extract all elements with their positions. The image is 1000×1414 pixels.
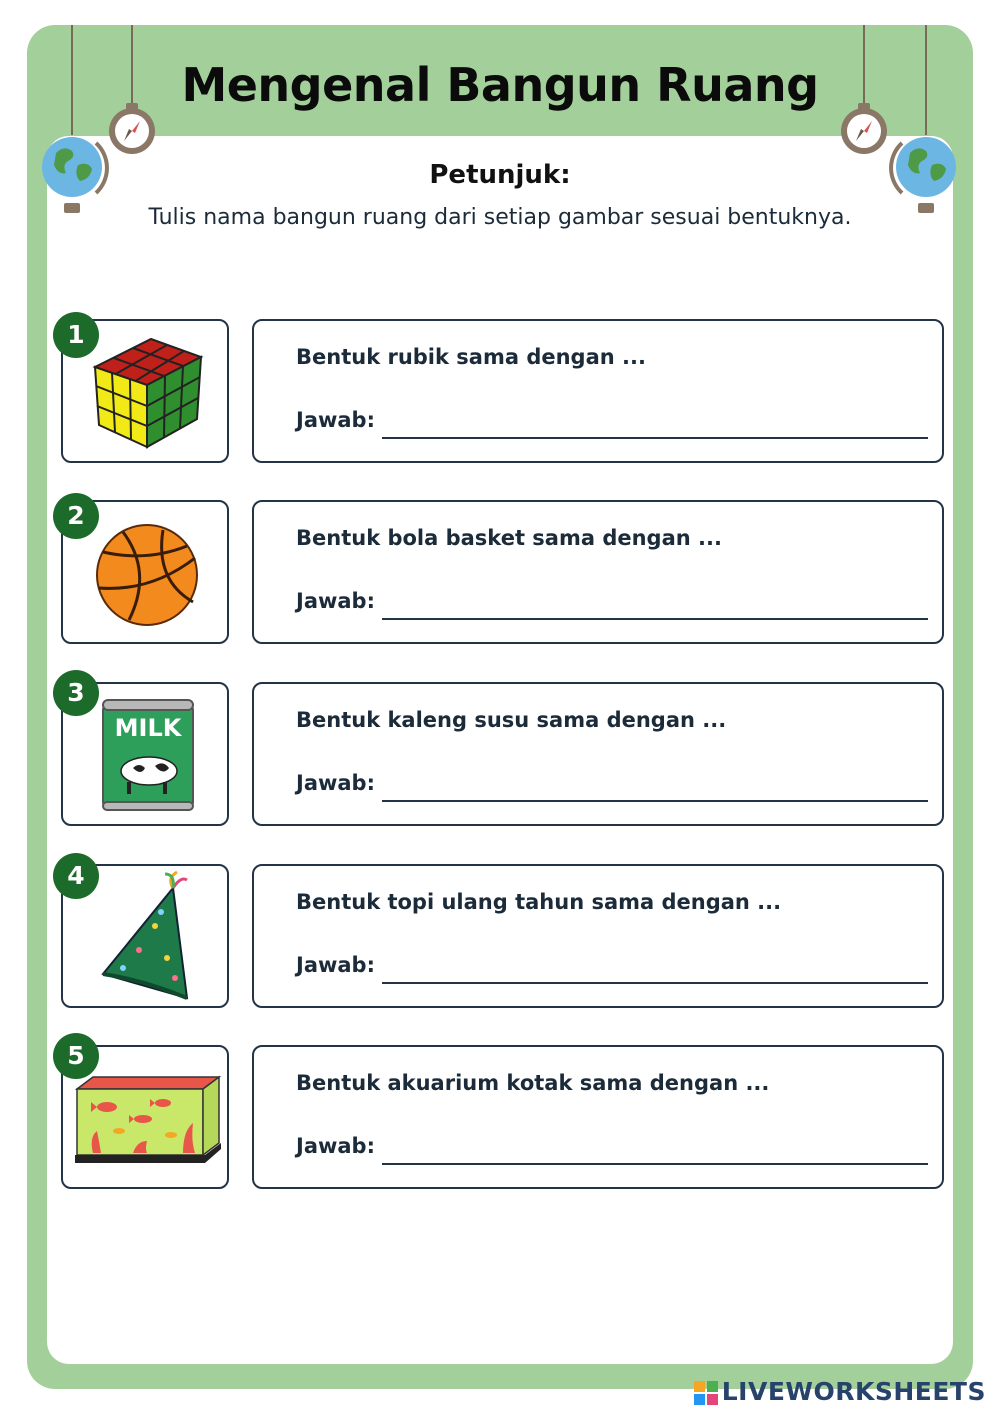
question-prompt: Bentuk akuarium kotak sama dengan ... (296, 1071, 770, 1095)
answer-input[interactable] (382, 1163, 928, 1165)
brand-footer[interactable] (694, 1377, 986, 1406)
question-card (252, 1045, 944, 1189)
question-card (252, 682, 944, 826)
brand-name: LIVEWORKSHEETS (721, 1377, 986, 1406)
question-number-badge: 4 (53, 853, 99, 899)
answer-label: Jawab: (296, 589, 375, 613)
question-prompt: Bentuk bola basket sama dengan ... (296, 526, 722, 550)
answer-label: Jawab: (296, 953, 375, 977)
question-number-badge: 5 (53, 1033, 99, 1079)
answer-label: Jawab: (296, 408, 375, 432)
instructions-text: Tulis nama bangun ruang dari setiap gambar sesuai bentuknya. (148, 205, 852, 230)
answer-input[interactable] (382, 618, 928, 620)
question-prompt: Bentuk kaleng susu sama dengan ... (296, 708, 727, 732)
question-card (252, 319, 944, 463)
can-label-text: MILK (114, 714, 182, 742)
instructions-heading: Petunjuk: (429, 160, 571, 190)
answer-label: Jawab: (296, 771, 375, 795)
question-card (252, 500, 944, 644)
page-title: Mengenal Bangun Ruang (181, 58, 819, 112)
answer-input[interactable] (382, 800, 928, 802)
answer-label: Jawab: (296, 1134, 375, 1158)
question-number-badge: 2 (53, 493, 99, 539)
liveworksheets-logo-icon (694, 1381, 718, 1405)
answer-input[interactable] (382, 982, 928, 984)
question-number-badge: 1 (53, 312, 99, 358)
answer-input[interactable] (382, 437, 928, 439)
question-prompt: Bentuk rubik sama dengan ... (296, 345, 646, 369)
question-prompt: Bentuk topi ulang tahun sama dengan ... (296, 890, 782, 914)
question-number-badge: 3 (53, 670, 99, 716)
question-card (252, 864, 944, 1008)
